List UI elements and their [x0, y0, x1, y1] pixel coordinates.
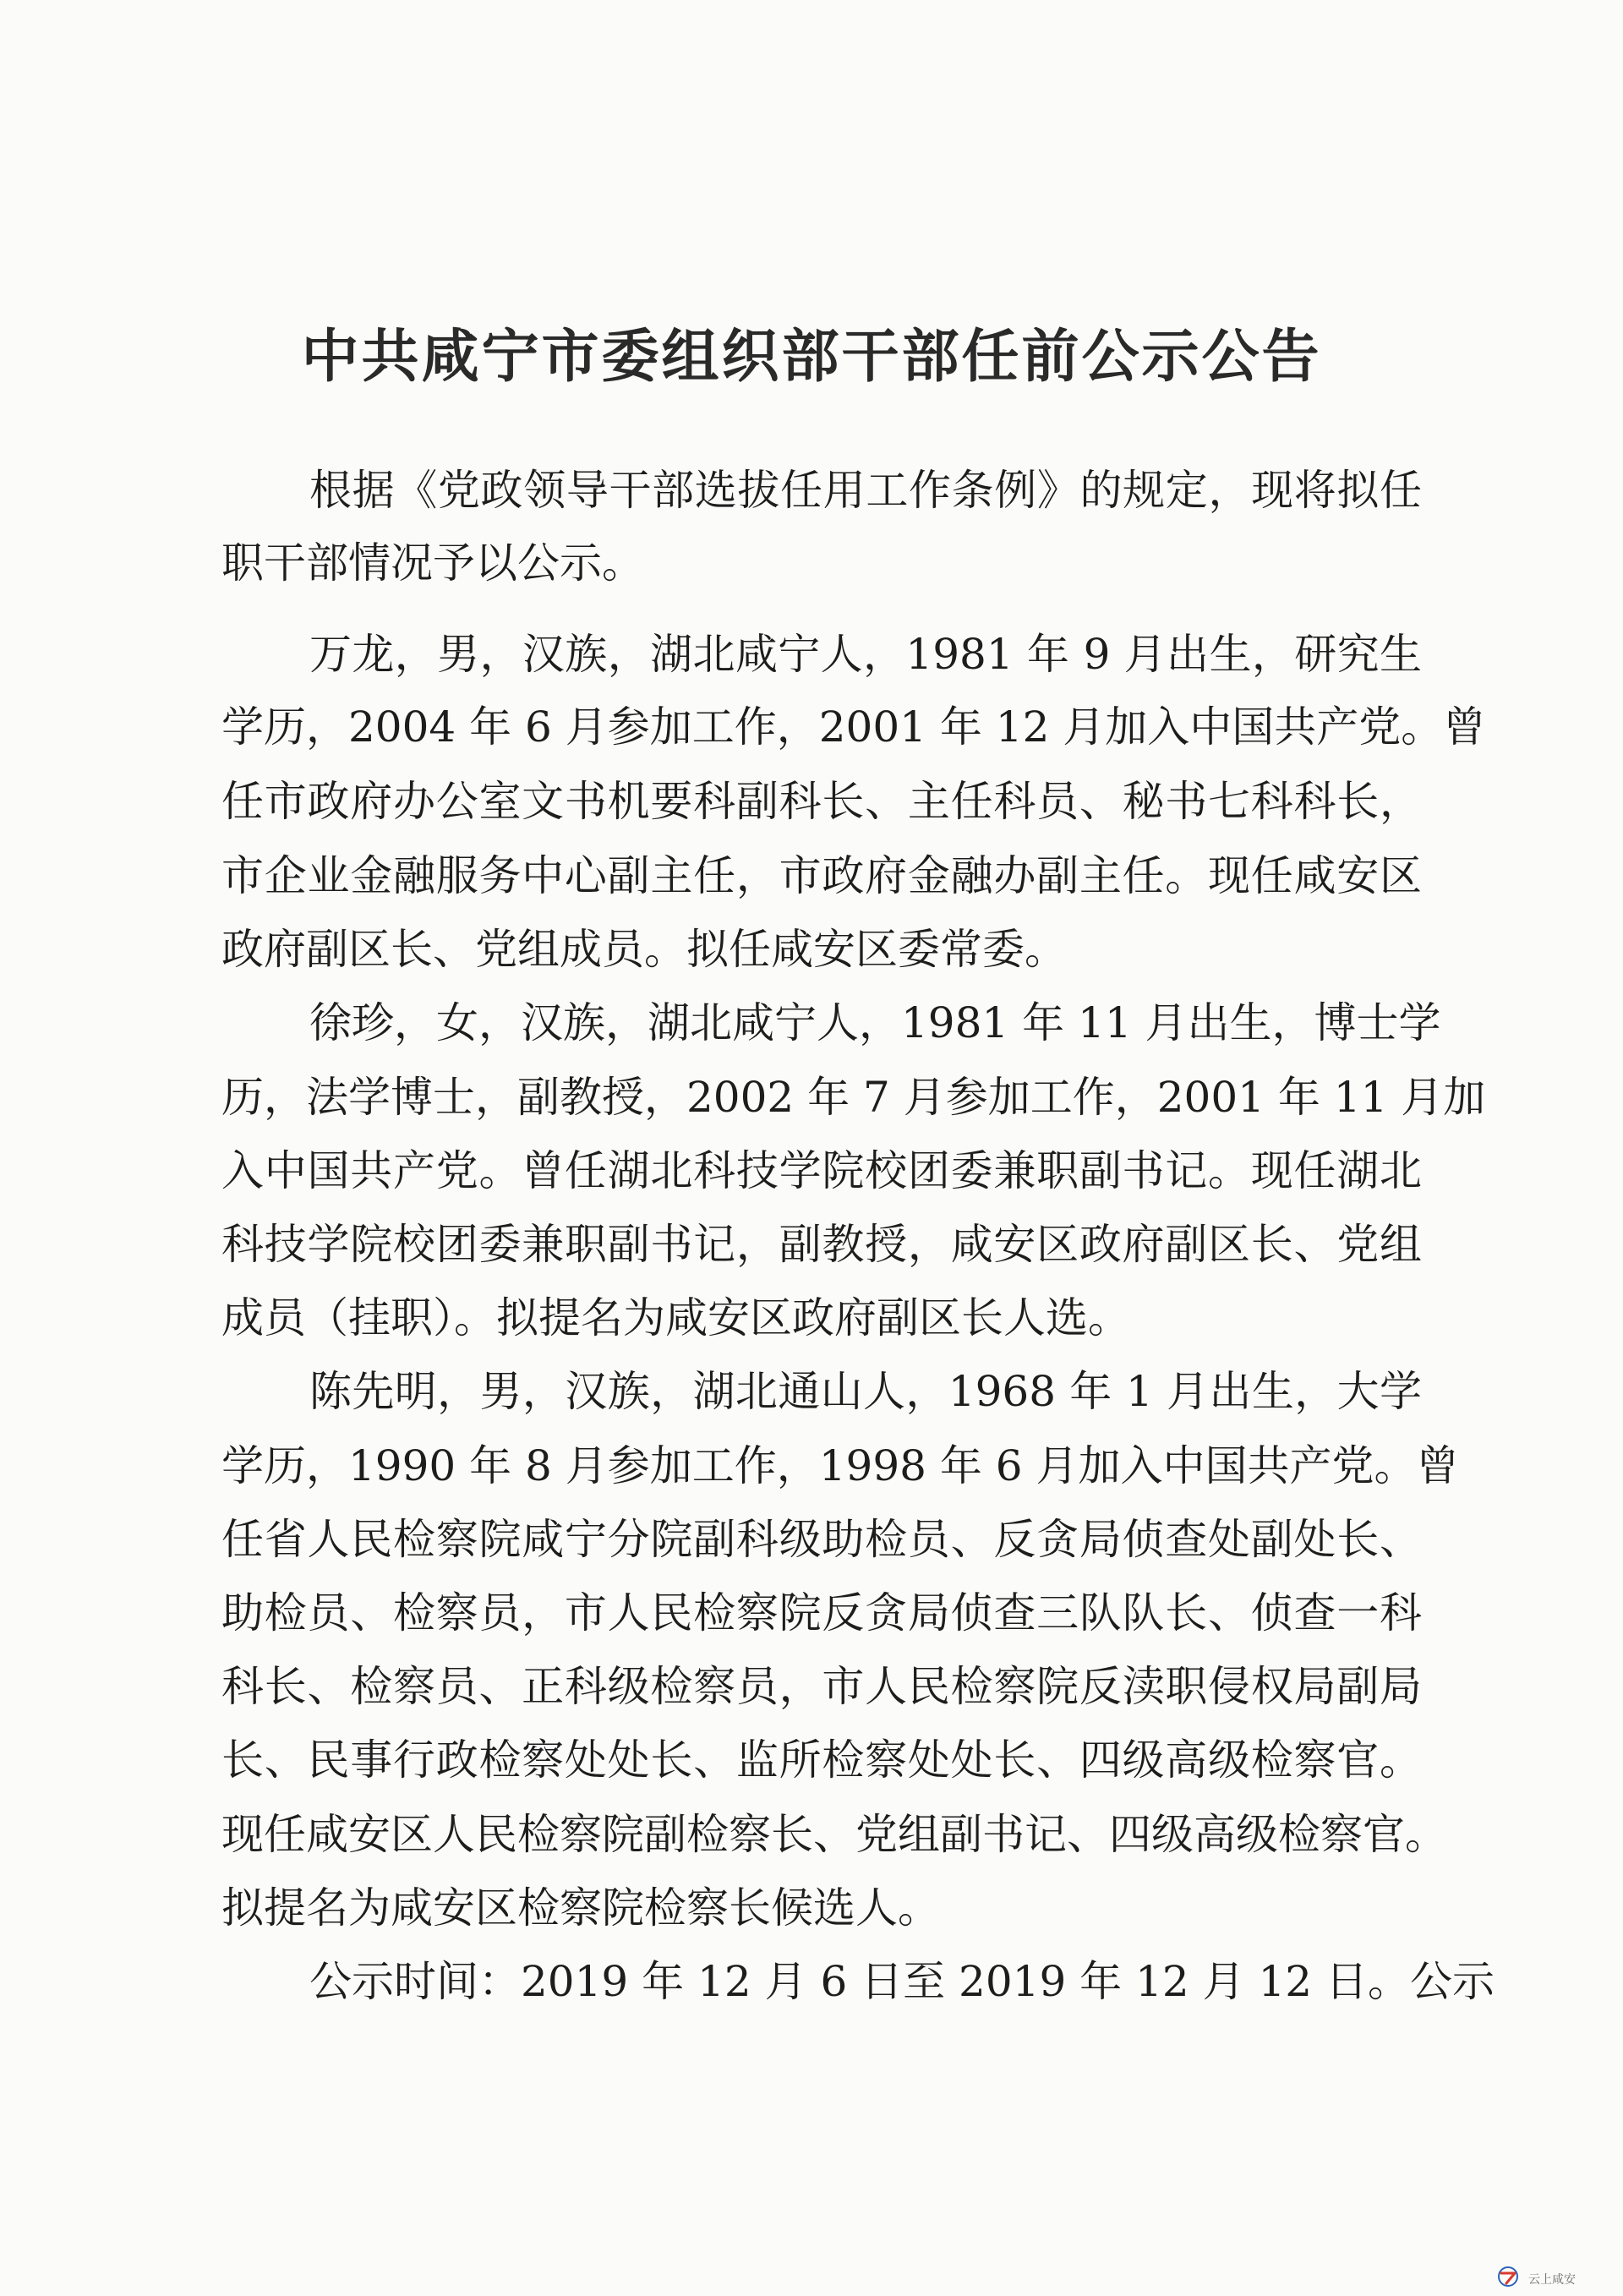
paragraph-line: 公示时间：2019 年 12 月 6 日至 2019 年 12 月 12 日。公示	[309, 1957, 1495, 2006]
paragraph-line: 助检员、检察员，市人民检察院反贪局侦查三队队长、侦查一科	[221, 1588, 1422, 1637]
paragraph-line: 历，法学博士，副教授，2002 年 7 月参加工作，2001 年 11 月加	[221, 1073, 1486, 1122]
paragraph-line: 任市政府办公室文书机要科副科长、主任科员、秘书七科科长，	[221, 777, 1422, 826]
paragraph-line: 学历，1990 年 8 月参加工作，1998 年 6 月加入中国共产党。曾	[221, 1441, 1459, 1490]
paragraph-line: 徐珍，女，汉族，湖北咸宁人，1981 年 11 月出生，博士学	[309, 998, 1441, 1047]
paragraph-line: 入中国共产党。曾任湖北科技学院校团委兼职副书记。现任湖北	[221, 1146, 1422, 1195]
paragraph-line: 长、民事行政检察处处长、监所检察处处长、四级高级检察官。	[221, 1736, 1422, 1785]
paragraph-line: 任省人民检察院咸宁分院副科级助检员、反贪局侦查处副处长、	[221, 1515, 1422, 1564]
yunshang-xianan-logo-icon	[1495, 2266, 1525, 2288]
paragraph-line: 科长、检察员、正科级检察员，市人民检察院反渎职侵权局副局	[221, 1662, 1422, 1711]
paragraph-line: 根据《党政领导干部选拔任用工作条例》的规定，现将拟任	[309, 466, 1422, 515]
paragraph-line: 科技学院校团委兼职副书记，副教授，咸安区政府副区长、党组	[221, 1220, 1422, 1269]
paragraph-line: 拟提名为咸安区检察院检察长候选人。	[221, 1883, 940, 1932]
paragraph-line: 万龙，男，汉族，湖北咸宁人，1981 年 9 月出生，研究生	[309, 630, 1422, 679]
paragraph-line: 职干部情况予以公示。	[221, 538, 644, 588]
paragraph-line: 现任咸安区人民检察院副检察长、党组副书记、四级高级检察官。	[221, 1810, 1447, 1859]
paragraph-line: 学历，2004 年 6 月参加工作，2001 年 12 月加入中国共产党。曾	[221, 702, 1486, 752]
paragraph-line: 陈先明，男，汉族，湖北通山人，1968 年 1 月出生，大学	[309, 1367, 1422, 1416]
page-title: 中共咸宁市委组织部干部任前公示公告	[301, 323, 1322, 391]
paragraph-line: 成员（挂职）。拟提名为咸安区政府副区长人选。	[221, 1293, 1130, 1342]
watermark-label: 云上咸安	[1528, 2273, 1576, 2287]
paragraph-line: 政府副区长、党组成员。拟任咸安区委常委。	[221, 925, 1067, 974]
paragraph-line: 市企业金融服务中心副主任，市政府金融办副主任。现任咸安区	[221, 851, 1422, 900]
